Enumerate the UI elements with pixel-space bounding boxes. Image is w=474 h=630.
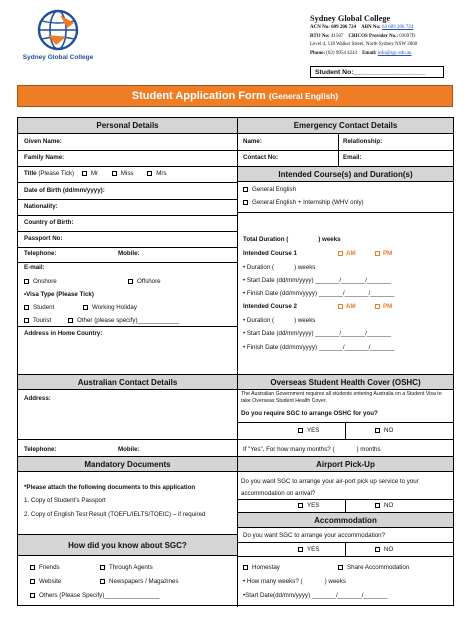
how-website-option[interactable]: [30, 578, 61, 586]
address-line: Level 4, 118 Walker Street, North Sydney NSW 2060: [310, 42, 418, 48]
oshc-note: The Australian Government requires all students entering Australia on a Student Visa to take Overseas Student Health Cover.: [241, 391, 442, 404]
passport-label[interactable]: Passport No:: [24, 235, 63, 242]
checkbox-icon[interactable]: [375, 251, 380, 256]
accommodation-question: Do you want SGC to arrange your accommodation?: [243, 532, 386, 539]
emergency-contact-heading: Emergency Contact Details: [238, 118, 453, 134]
row-divider: [18, 182, 237, 183]
course2-start-date[interactable]: • Start Date (dd/mm/yyyy) _______/_______/_______: [243, 330, 392, 337]
checkbox-icon[interactable]: [375, 503, 380, 508]
checkbox-icon[interactable]: [100, 565, 105, 570]
title-miss-option[interactable]: [112, 170, 134, 177]
checkbox-icon[interactable]: [30, 593, 35, 598]
visa-tourist-option[interactable]: [24, 317, 51, 325]
mandatory-doc-2: 2. Copy of English Test Result (TOEFL/IELTS/TOEIC) – if required: [24, 511, 206, 518]
title-mrs-text: Mrs: [156, 170, 167, 177]
title-miss-text: Miss: [120, 170, 134, 177]
checkbox-icon[interactable]: [243, 200, 248, 205]
column-divider: [237, 118, 238, 607]
row-divider: [18, 166, 237, 167]
checkbox-icon[interactable]: [147, 171, 152, 176]
checkbox-icon[interactable]: [82, 171, 87, 176]
phone-value: (02) 9954 4243: [326, 50, 358, 56]
home-address-label[interactable]: Address in Home Country:: [24, 330, 103, 337]
oshc-no-text: NO: [384, 427, 394, 434]
cell-divider: [345, 542, 346, 556]
email-label: Email:: [362, 50, 377, 56]
pickup-no-text: NO: [384, 502, 394, 509]
form-title-bar: [17, 85, 453, 107]
offshore-text: Offshore: [137, 278, 161, 285]
homestay-option[interactable]: [243, 564, 280, 572]
course1-pm-text: PM: [383, 250, 393, 257]
row-divider: [18, 326, 237, 327]
checkbox-icon[interactable]: [375, 428, 380, 433]
course1-duration-row[interactable]: [243, 264, 315, 272]
emergency-name-label[interactable]: Name:: [243, 138, 262, 145]
country-of-birth-label[interactable]: Country of Birth:: [24, 219, 74, 226]
abn-value: 63 609 206 724: [381, 25, 414, 30]
checkbox-icon[interactable]: [128, 279, 133, 284]
how-website-text: Website: [39, 578, 62, 585]
oshc-no-option[interactable]: [375, 427, 393, 435]
row-divider: [238, 439, 453, 440]
australian-contact-heading: Australian Contact Details: [18, 374, 237, 390]
acn-value: 609 206 724: [331, 25, 357, 30]
row-divider: [18, 231, 237, 232]
checkbox-icon[interactable]: [243, 565, 248, 570]
course1-finish-date[interactable]: • Finish Date (dd/mm/yyyy) _______/_______/_______: [243, 290, 395, 297]
duration-suffix: ) weeks: [294, 317, 316, 324]
mandatory-attach-note: *Please attach the following documents to this application: [24, 484, 196, 491]
college-name: Sydney Global College: [310, 14, 391, 23]
checkbox-icon[interactable]: [30, 565, 35, 570]
duration-label: • Duration (: [243, 317, 275, 324]
rto-cricos-line: [310, 33, 470, 42]
logo-text: Sydney Global College: [22, 54, 94, 61]
email-label[interactable]: E-mail:: [24, 264, 45, 271]
oshc-months-label: If "Yes", For how many months? (: [243, 446, 335, 453]
checkbox-icon[interactable]: [298, 428, 303, 433]
oshc-yes-text: YES: [307, 427, 320, 434]
checkbox-icon[interactable]: [100, 579, 105, 584]
oshc-months-row[interactable]: [243, 446, 381, 454]
pickup-yes-text: YES: [307, 502, 320, 509]
accommodation-yes-option[interactable]: [298, 546, 319, 554]
duration-label: • Duration (: [243, 264, 275, 271]
checkbox-icon[interactable]: [112, 171, 117, 176]
homestay-text: Homestay: [252, 564, 280, 571]
visa-other-text: Other (please specify)____________: [77, 317, 179, 324]
visa-student-text: Student: [33, 304, 55, 311]
intended-courses-heading: Intended Course(s) and Duration(s): [238, 166, 453, 182]
onshore-option[interactable]: [24, 278, 57, 286]
row-divider: [18, 215, 237, 216]
acn-abn-line: [310, 24, 470, 33]
total-duration-label: Total Duration (: [243, 236, 289, 243]
share-accommodation-option[interactable]: [338, 564, 409, 572]
title-row: [24, 170, 167, 178]
checkbox-icon[interactable]: [375, 547, 380, 552]
how-others-text: Others (Please Specify)________________: [39, 592, 160, 599]
checkbox-icon[interactable]: [30, 579, 35, 584]
share-accommodation-text: Share Accommodation: [347, 564, 410, 571]
mandatory-doc-1: 1. Copy of Student’s Passport: [24, 497, 106, 504]
title-hint: (Please Tick): [38, 170, 75, 177]
australian-address-label[interactable]: Address:: [24, 395, 51, 402]
title-mr-option[interactable]: [82, 170, 98, 177]
course2-pm-option[interactable]: [375, 303, 392, 311]
course-opt1-text: General English: [252, 186, 297, 193]
form-title: Student Application Form: [131, 90, 266, 102]
mobile-label[interactable]: Mobile:: [118, 250, 140, 257]
cell-divider: [345, 422, 346, 439]
rto-label: RTO No:: [310, 33, 330, 39]
australian-mobile-label[interactable]: Mobile:: [118, 446, 140, 453]
title-mrs-option[interactable]: [147, 170, 166, 177]
offshore-option[interactable]: [128, 278, 161, 286]
row-divider: [18, 247, 237, 248]
title-label: Title: [24, 170, 37, 177]
visa-other-option[interactable]: [68, 317, 179, 325]
title-mr-text: Mr: [90, 170, 99, 177]
course2-pm-text: PM: [383, 303, 393, 310]
course-internship-option[interactable]: [243, 199, 364, 207]
visa-tourist-text: Tourist: [33, 317, 52, 324]
checkbox-icon[interactable]: [298, 503, 303, 508]
emergency-contact-no-label[interactable]: Contact No:: [243, 154, 279, 161]
oshc-months-suffix: ) months: [356, 446, 381, 453]
pickup-question: Do you want SGC to arrange your air-port pick up service to your accommodation on arrival?: [241, 478, 419, 497]
how-did-you-know-heading: How did you know about SGC?: [18, 534, 237, 556]
checkbox-icon[interactable]: [83, 305, 88, 310]
student-no-box[interactable]: Student No:___________________: [310, 66, 444, 78]
family-name-label[interactable]: Family Name:: [24, 154, 65, 161]
how-newspapers-text: Newspapers / Magazines: [109, 578, 179, 585]
globe-icon: [36, 8, 80, 52]
personal-details-heading: Personal Details: [18, 118, 237, 134]
course2-label: Intended Course 2: [243, 303, 297, 310]
accommodation-weeks-row[interactable]: [243, 578, 346, 586]
checkbox-icon[interactable]: [243, 187, 248, 192]
checkbox-icon[interactable]: [24, 305, 29, 310]
course1-am-option[interactable]: [338, 250, 356, 258]
row-divider: [238, 556, 453, 557]
visa-working-holiday-option[interactable]: [83, 304, 137, 312]
application-form-grid: [17, 117, 454, 606]
course2-finish-date[interactable]: • Finish Date (dd/mm/yyyy) _______/_______/_______: [243, 344, 395, 351]
total-duration-weeks: ) weeks: [318, 236, 341, 243]
cricos-label: CRICOS Provider No.:: [348, 33, 399, 39]
checkbox-icon[interactable]: [24, 279, 29, 284]
pickup-yes-option[interactable]: [298, 502, 319, 510]
australian-telephone-label[interactable]: Telephone:: [24, 446, 57, 453]
how-friends-text: Friends: [39, 564, 60, 571]
course1-label: Intended Course 1: [243, 250, 297, 257]
nationality-label[interactable]: Nationality:: [24, 203, 58, 210]
accommodation-weeks-suffix: ) weeks: [324, 578, 346, 585]
course-opt2-text: General English + Internship (WHV only): [252, 199, 364, 206]
course2-am-text: AM: [346, 303, 356, 310]
how-newspapers-option[interactable]: [100, 578, 178, 586]
rto-value: 41587: [330, 33, 344, 39]
accommodation-start-date[interactable]: •Start Date(dd/mm/yyyy) _______/_______/_______: [243, 592, 388, 599]
visa-student-option[interactable]: [24, 304, 54, 312]
how-agents-text: Through Agents: [109, 564, 153, 571]
oshc-question: Do you require SGC to arrange OSHC for you?: [241, 410, 378, 417]
row-divider: [18, 439, 237, 440]
row-divider: [18, 199, 237, 200]
form-subtitle: (General English): [268, 91, 339, 101]
oshc-yes-option[interactable]: [298, 427, 319, 435]
accommodation-yes-text: YES: [307, 546, 320, 553]
checkbox-icon[interactable]: [338, 565, 343, 570]
cell-divider: [345, 499, 346, 512]
telephone-label[interactable]: Telephone:: [24, 250, 57, 257]
checkbox-icon[interactable]: [338, 251, 343, 256]
row-divider: [238, 150, 453, 151]
checkbox-icon[interactable]: [338, 304, 343, 309]
checkbox-icon[interactable]: [24, 318, 29, 323]
emergency-relationship-label[interactable]: Relationship:: [343, 138, 383, 145]
how-friends-option[interactable]: [30, 564, 60, 572]
visa-type-label: •Visa Type (Please Tick): [24, 291, 94, 298]
cell-divider: [338, 134, 339, 166]
phone-label: Phone:: [310, 50, 325, 56]
visa-working-text: Working Holiday: [92, 304, 137, 311]
course1-start-date[interactable]: • Start Date (dd/mm/yyyy) _______/_______/_______: [243, 277, 392, 284]
oshc-heading: Overseas Student Health Cover (OSHC): [238, 374, 453, 390]
email-link[interactable]: info@sgc.edu.au: [377, 50, 412, 56]
checkbox-icon[interactable]: [68, 318, 73, 323]
course2-duration-row[interactable]: [243, 317, 315, 325]
accommodation-weeks-label: • How many weeks? (: [243, 578, 303, 585]
how-agents-option[interactable]: [100, 564, 153, 572]
row-divider: [18, 262, 237, 263]
acn-label: ACN No:: [310, 25, 330, 30]
contact-line: [310, 50, 470, 59]
abn-label: ABN No:: [361, 25, 381, 30]
course2-am-option[interactable]: [338, 303, 356, 311]
course1-am-text: AM: [346, 250, 356, 257]
college-header: [310, 14, 470, 58]
course1-pm-option[interactable]: [375, 250, 392, 258]
checkbox-icon[interactable]: [298, 547, 303, 552]
accommodation-no-text: NO: [384, 546, 394, 553]
checkbox-icon[interactable]: [375, 304, 380, 309]
accommodation-heading: Accommodation: [238, 512, 453, 528]
cricos-value: 03697D: [399, 33, 416, 39]
mandatory-docs-heading: Mandatory Documents: [18, 456, 237, 472]
course-general-english-option[interactable]: [243, 186, 296, 194]
pickup-no-option[interactable]: [375, 502, 393, 510]
emergency-email-label[interactable]: Email:: [343, 154, 362, 161]
row-divider: [238, 212, 453, 213]
how-others-option[interactable]: [30, 592, 159, 600]
given-name-label[interactable]: Given Name:: [24, 138, 62, 145]
duration-suffix: ) weeks: [294, 264, 316, 271]
dob-label[interactable]: Date of Birth (dd/mm/yyyy):: [24, 187, 105, 194]
accommodation-no-option[interactable]: [375, 546, 393, 554]
row-divider: [18, 150, 237, 151]
total-duration-row[interactable]: [243, 236, 341, 244]
college-logo: [18, 8, 98, 61]
onshore-text: Onshore: [33, 278, 57, 285]
airport-pickup-heading: Airport Pick-Up: [238, 456, 453, 472]
